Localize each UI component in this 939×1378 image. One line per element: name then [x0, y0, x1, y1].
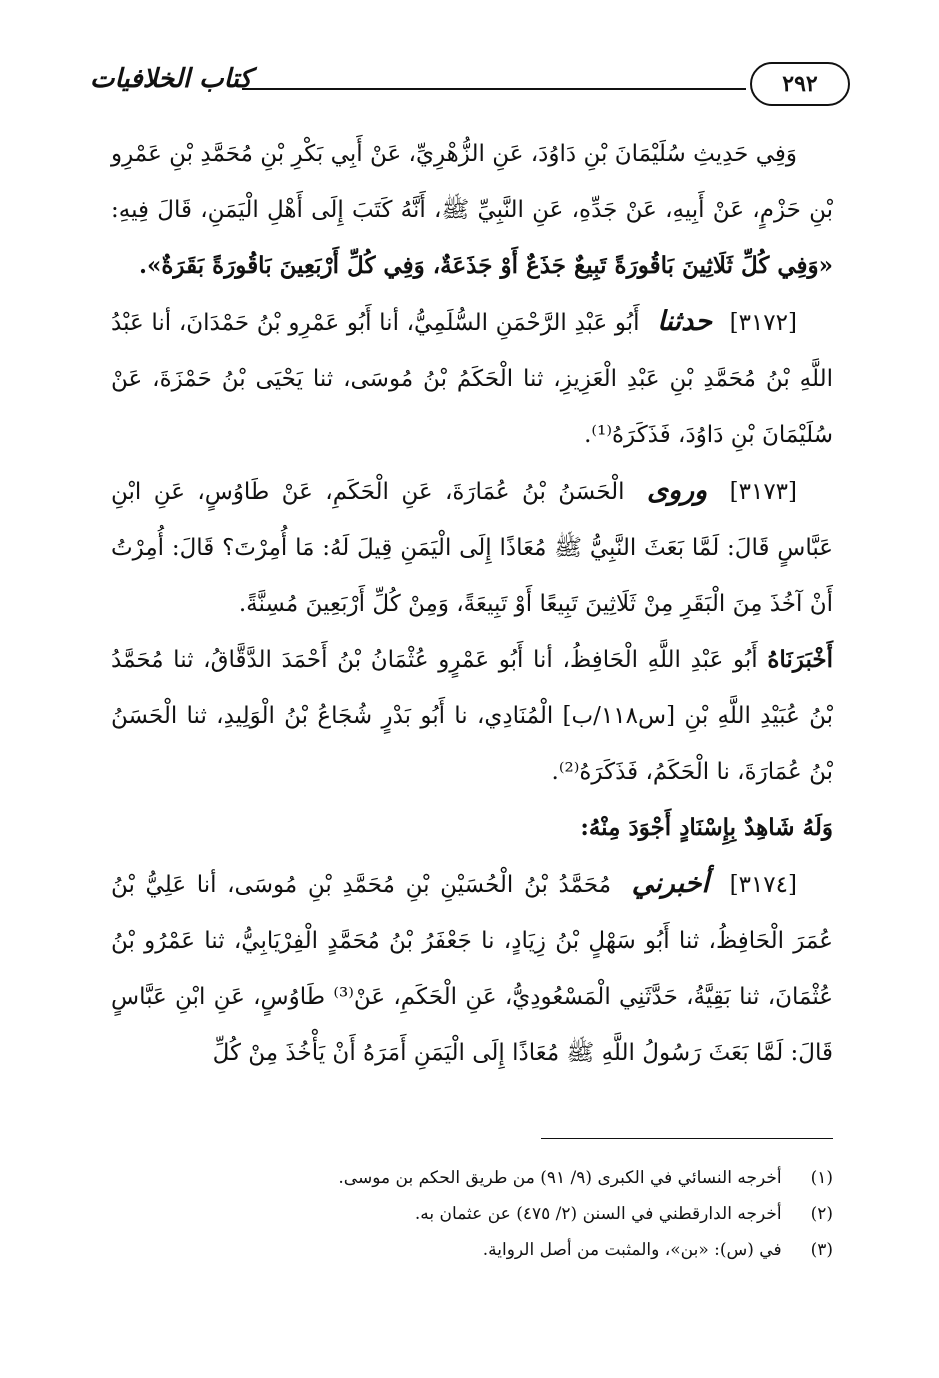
footnotes [111, 1160, 833, 1268]
footnote-2 [111, 1196, 833, 1232]
section-heading: وَلَهُ شَاهِدٌ بِإِسْنَادٍ أَجْوَدَ مِنْهُ: [580, 814, 833, 841]
paragraph-1 [111, 126, 833, 294]
page-number: ٢٩٢ [750, 62, 850, 106]
paragraph-3173 [111, 463, 833, 632]
paragraph-3172 [111, 294, 833, 463]
hadith-number: [٣١٧٤] [729, 872, 797, 898]
page-body [111, 126, 833, 1081]
hadith-number: [٣١٧٢] [729, 310, 797, 336]
footnote-1 [111, 1160, 833, 1196]
paragraph-text: وَفِي حَدِيثِ سُلَيْمَانَ بْنِ دَاوُدَ، عَنِ الزُّهْرِيِّ، عَنْ أَبِي بَكْرِ بْنِ مُحَمَّدِ بْنِ عَمْرِو بْنِ حَزْمٍ، عَنْ أَبِيهِ، عَنْ جَدِّهِ، عَنِ النَّبِيِّ ﷺ، أَنَّهُ كَتَبَ إِلَى أَهْلِ الْيَمَنِ، قَالَ فِيهِ: [111, 141, 833, 223]
paragraph-text: الْحَسَنُ بْنُ عُمَارَةَ، عَنِ الْحَكَمِ، عَنْ طَاوُسٍ، عَنِ ابْنِ عَبَّاسٍ قَالَ: لَمَّا بَعَثَ النَّبِيُّ ﷺ مُعَاذًا إِلَى الْيَمَنِ قِيلَ لَهُ: مَا أُمِرْتَ؟ قَالَ: أُمِرْتُ أَنْ آخُذَ مِنَ الْبَقَرِ مِنْ ثَلَاثِينَ تَبِيعًا أَوْ تَبِيعَةً، وَمِنْ كُلِّ أَرْبَعِينَ مُسِنَّةً. [111, 479, 833, 617]
narration-lead: حدثنا [657, 306, 712, 337]
footnote-text: أخرجه الدارقطني في السنن (٢/ ٤٧٥) عن عثمان به. [414, 1204, 782, 1224]
hadith-quote: «وَفِي كُلِّ ثَلَاثِينَ بَاقُورَةً تَبِيعٌ جَذَعٌ أَوْ جَذَعَةٌ، وَفِي كُلِّ أَرْبَعِينَ بَاقُورَةً بَقَرَةٌ». [138, 252, 833, 279]
paragraph-akhbaranahu [111, 632, 833, 800]
hadith-number: [٣١٧٣] [729, 479, 798, 505]
paragraph-shahid [111, 800, 833, 856]
narration-lead: أخبرني [631, 868, 709, 899]
footnote-text: أخرجه النسائي في الكبرى (٩/ ٩١) من طريق الحكم بن موسى. [338, 1168, 782, 1188]
footnote-3 [111, 1232, 833, 1268]
narration-lead: أَخْبَرَنَاهُ [767, 646, 834, 673]
footnote-number: (٢) [810, 1204, 833, 1224]
page-header [90, 62, 850, 112]
paragraph-3174 [111, 856, 833, 1081]
header-rule [242, 88, 746, 90]
paragraph-text: أَبُو عَبْدِ الرَّحْمَنِ السُّلَمِيُّ، أنا أَبُو عَمْرِو بْنُ حَمْدَانَ، أنا عَبْدُ اللَّهِ بْنُ مُحَمَّدِ بْنِ عَبْدِ الْعَزِيزِ، ثنا الْحَكَمُ بْنُ مُوسَى، ثنا يَحْيَى بْنُ حَمْزَةَ، عَنْ سُلَيْمَانَ بْنِ دَاوُدَ، فَذَكَرَهُ⁽¹⁾. [111, 310, 833, 448]
footnote-divider [541, 1138, 833, 1139]
footnote-number: (١) [810, 1168, 833, 1188]
footnote-number: (٣) [810, 1240, 833, 1260]
book-title: كتاب الخلافيات [90, 64, 252, 94]
footnote-text: في (س): «بن»، والمثبت من أصل الرواية. [482, 1240, 782, 1260]
narration-lead: وروى [646, 475, 708, 506]
paragraph-text: مُحَمَّدُ بْنُ الْحُسَيْنِ بْنِ مُحَمَّدِ بْنِ مُوسَى، أنا عَلِيُّ بْنُ عُمَرَ الْحَافِظُ، ثنا أَبُو سَهْلٍ بْنُ زِيَادٍ، نا جَعْفَرُ بْنُ مُحَمَّدٍ الْفِرْيَابِيُّ، ثنا عَمْرُو بْنُ عُثْمَانَ، ثنا بَقِيَّةُ، حَدَّثَنِي الْمَسْعُودِيُّ، عَنِ الْحَكَمِ، عَنْ⁽³⁾ طَاوُسٍ، عَنِ ابْنِ عَبَّاسٍ قَالَ: لَمَّا بَعَثَ رَسُولُ اللَّهِ ﷺ مُعَاذًا إِلَى الْيَمَنِ أَمَرَهُ أَنْ يَأْخُذَ مِنْ كُلِّ [111, 872, 834, 1066]
paragraph-text: أَبُو عَبْدِ اللَّهِ الْحَافِظُ، أنا أَبُو عَمْرٍو عُثْمَانُ بْنُ أَحْمَدَ الدَّقَّاقُ، ثنا مُحَمَّدُ بْنُ عُبَيْدِ اللَّهِ بْنِ [س١١٨/ب] الْمُنَادِي، نا أَبُو بَدْرٍ شُجَاعُ بْنُ الْوَلِيدِ، ثنا الْحَسَنُ بْنُ عُمَارَةَ، نا الْحَكَمُ، فَذَكَرَهُ⁽²⁾. [111, 647, 833, 785]
